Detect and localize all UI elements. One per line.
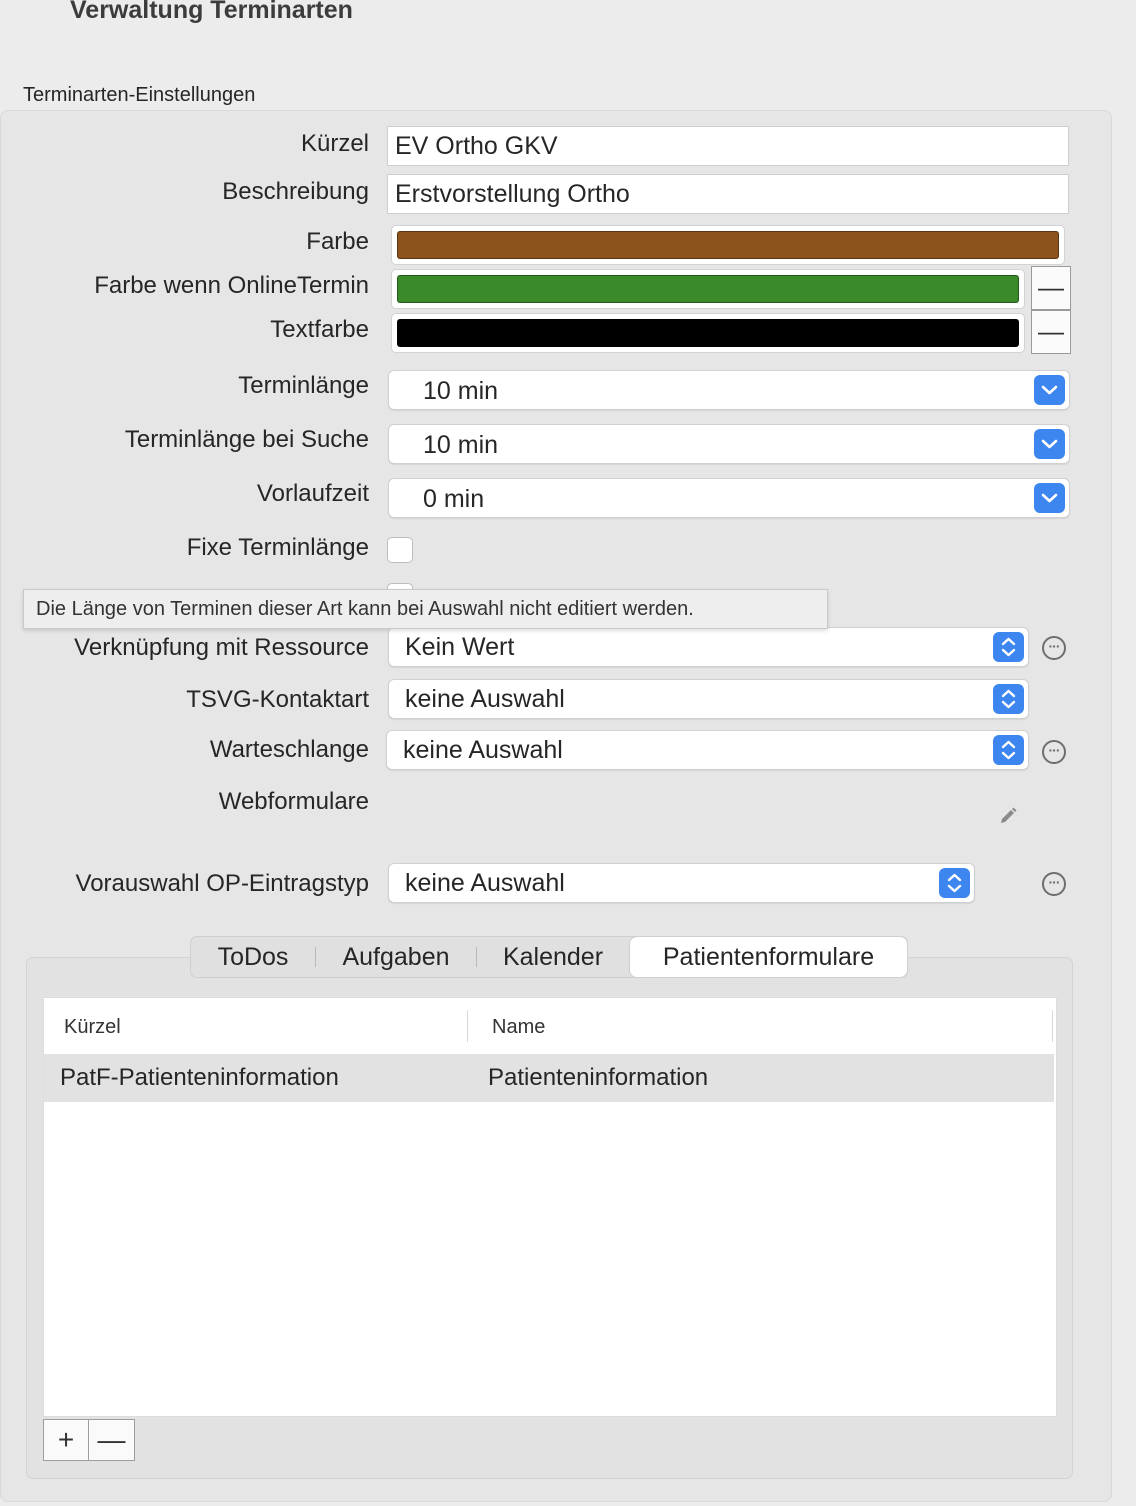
patientenformulare-table bbox=[43, 997, 1057, 1417]
chevron-down-icon[interactable] bbox=[1034, 429, 1065, 459]
tab-todos[interactable]: ToDos bbox=[217, 943, 289, 971]
textfarbe-label: Textfarbe bbox=[270, 316, 369, 343]
tooltip: Die Länge von Terminen dieser Art kann bei Auswahl nicht editiert werden. bbox=[23, 589, 828, 629]
verknuepfung-label: Verknüpfung mit Ressource bbox=[74, 634, 369, 661]
warteschlange-value: keine Auswahl bbox=[403, 736, 563, 764]
pencil-icon[interactable] bbox=[997, 805, 1019, 827]
section-title: Terminarten-Einstellungen bbox=[23, 84, 256, 106]
vorlaufzeit-label: Vorlaufzeit bbox=[256, 480, 369, 507]
remove-button[interactable]: — bbox=[89, 1419, 135, 1461]
tsvg-popup[interactable] bbox=[388, 679, 1029, 719]
up-down-chevron-icon bbox=[993, 684, 1024, 714]
verknuepfung-value: Kein Wert bbox=[405, 633, 515, 661]
beschreibung-label: Beschreibung bbox=[222, 178, 369, 205]
terminlaenge-suche-value[interactable]: 10 min bbox=[423, 431, 499, 459]
column-separator bbox=[467, 1010, 468, 1042]
up-down-chevron-icon bbox=[993, 632, 1024, 662]
table-cell-name: Patienteninformation bbox=[488, 1064, 709, 1091]
terminlaenge-suche-label: Terminlänge bei Suche bbox=[124, 426, 369, 453]
add-button[interactable]: + bbox=[43, 1419, 89, 1461]
tab-aufgaben[interactable]: Aufgaben bbox=[342, 943, 450, 971]
vorlaufzeit-value[interactable]: 0 min bbox=[423, 485, 485, 513]
fixe-terminlaenge-label: Fixe Terminlänge bbox=[186, 534, 369, 561]
farbe-online-label: Farbe wenn OnlineTermin bbox=[94, 272, 369, 299]
warteschlange-popup[interactable] bbox=[386, 730, 1029, 770]
terminlaenge-suche-combobox[interactable] bbox=[388, 424, 1070, 464]
tab-bar bbox=[190, 936, 908, 978]
op-eintragstyp-value: keine Auswahl bbox=[405, 869, 565, 897]
chevron-down-icon[interactable] bbox=[1034, 483, 1065, 513]
op-eintragstyp-popup[interactable] bbox=[388, 863, 975, 903]
textfarbe-clear-button[interactable]: — bbox=[1031, 310, 1071, 354]
window-title: Verwaltung Terminarten bbox=[70, 0, 353, 24]
column-header-kuerzel[interactable]: Kürzel bbox=[64, 1016, 121, 1038]
tab-patientenformulare[interactable]: Patientenformulare bbox=[630, 937, 907, 977]
textfarbe-swatch bbox=[397, 319, 1019, 347]
table-cell-kuerzel: PatF-Patienteninformation bbox=[60, 1064, 339, 1091]
warteschlange-more-icon[interactable]: ··· bbox=[1042, 740, 1066, 764]
terminlaenge-combobox[interactable] bbox=[388, 370, 1070, 410]
fixe-terminlaenge-checkbox[interactable] bbox=[387, 537, 413, 563]
op-eintragstyp-label: Vorauswahl OP-Eintragstyp bbox=[75, 870, 369, 897]
webformulare-label: Webformulare bbox=[218, 788, 369, 815]
verknuepfung-more-icon[interactable]: ··· bbox=[1042, 636, 1066, 660]
tsvg-value: keine Auswahl bbox=[405, 685, 565, 713]
farbe-label: Farbe bbox=[306, 228, 369, 255]
kuerzel-field[interactable]: EV Ortho GKV bbox=[387, 126, 1069, 166]
warteschlange-label: Warteschlange bbox=[209, 736, 369, 763]
up-down-chevron-icon bbox=[993, 735, 1024, 765]
beschreibung-field[interactable]: Erstvorstellung Ortho bbox=[387, 174, 1069, 214]
farbe-online-clear-button[interactable]: — bbox=[1031, 266, 1071, 310]
kuerzel-label: Kürzel bbox=[300, 130, 369, 157]
vorlaufzeit-combobox[interactable] bbox=[388, 478, 1070, 518]
chevron-down-icon[interactable] bbox=[1034, 375, 1065, 405]
farbe-color-well[interactable] bbox=[391, 225, 1065, 265]
textfarbe-color-well[interactable] bbox=[391, 313, 1025, 353]
terminlaenge-label: Terminlänge bbox=[238, 372, 369, 399]
farbe-online-color-well[interactable] bbox=[391, 269, 1025, 309]
farbe-swatch bbox=[397, 231, 1059, 259]
up-down-chevron-icon bbox=[939, 868, 970, 898]
op-eintragstyp-more-icon[interactable]: ··· bbox=[1042, 872, 1066, 896]
tab-kalender[interactable]: Kalender bbox=[502, 943, 604, 971]
farbe-online-swatch bbox=[397, 275, 1019, 303]
table-row[interactable] bbox=[44, 1054, 1054, 1102]
verknuepfung-popup[interactable] bbox=[388, 627, 1029, 667]
column-separator bbox=[1052, 1010, 1053, 1042]
terminlaenge-value[interactable]: 10 min bbox=[423, 377, 499, 405]
column-header-name[interactable]: Name bbox=[492, 1016, 546, 1038]
tsvg-label: TSVG-Kontaktart bbox=[186, 686, 369, 713]
